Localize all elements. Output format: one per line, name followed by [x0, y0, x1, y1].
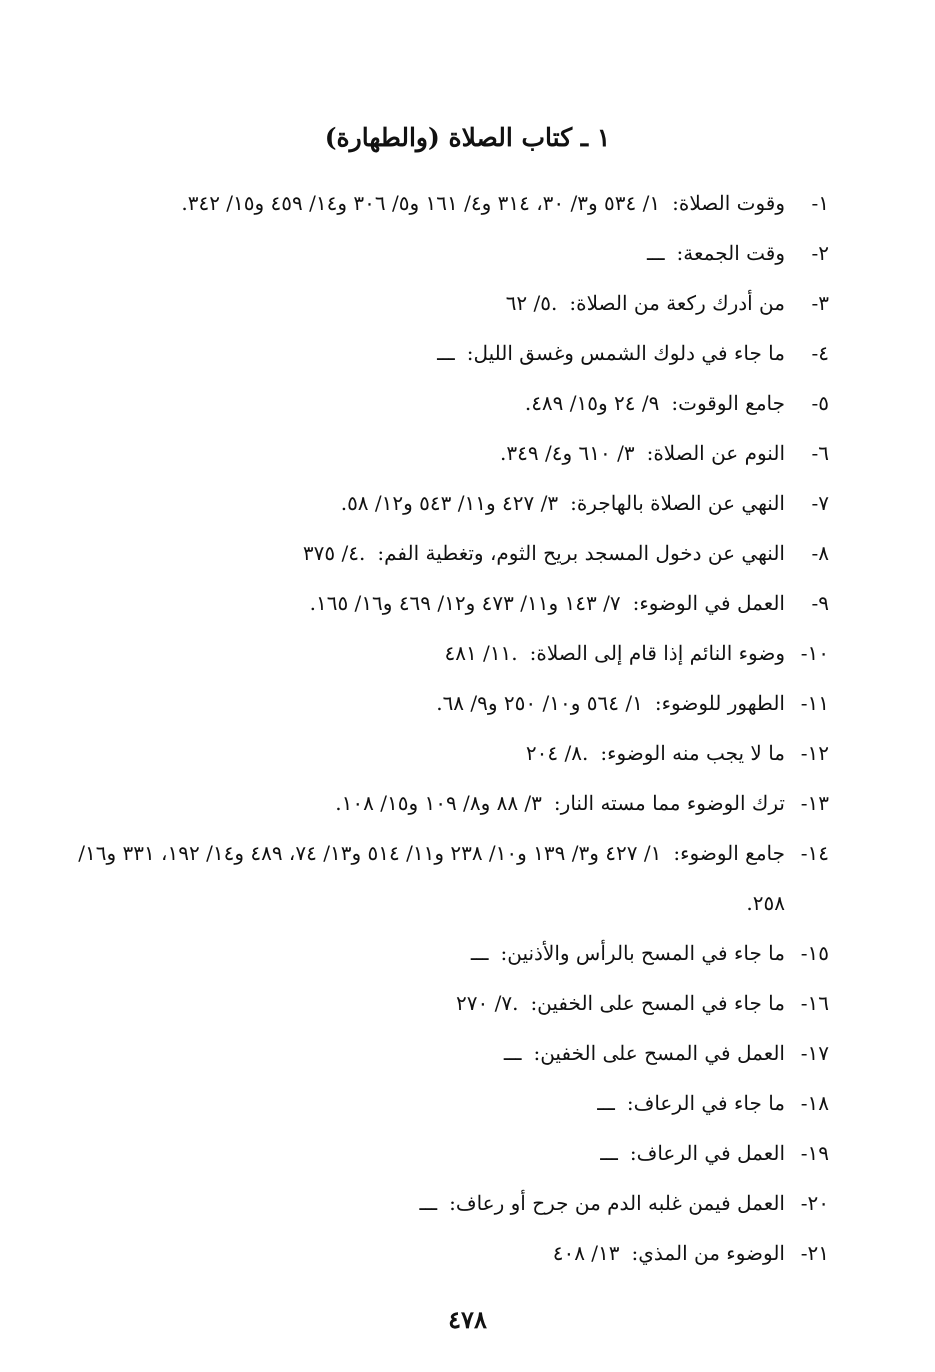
entry-references: ١/ ٤٢٧ و٣/ ١٣٩ و١٠/ ٢٣٨ و١١/ ٥١٤ و١٣/ ٧٤، ٤٨٩ و١٤/ ١٩٢، ٣٣١ و١٦/ ٢٥٨.: [78, 841, 785, 915]
entry-references: ١/ ٥٦٤ و١٠/ ٢٥٠ و٩/ ٦٨.: [436, 691, 643, 715]
index-entry-17: [69, 1028, 829, 1078]
entry-body: [69, 528, 785, 578]
entry-title: ما جاء في الرعاف:: [626, 1091, 785, 1115]
entry-title: الطهور للوضوء:: [654, 691, 785, 715]
entry-body: [69, 628, 785, 678]
index-entry-12: [69, 728, 829, 778]
entry-number: ٢٠-: [800, 1191, 829, 1215]
entry-number: ١-: [811, 191, 829, 215]
index-entry-11: [69, 678, 829, 728]
entry-number: ١٠-: [800, 641, 829, 665]
entry-number: ١٦-: [800, 991, 829, 1015]
entry-title: جامع الوقوت:: [671, 391, 785, 415]
index-entry-4: [69, 328, 829, 378]
entry-number: ١١-: [800, 691, 829, 715]
entry-body: [69, 328, 785, 378]
chapter-heading: ١ ـ كتاب الصلاة (والطهارة): [324, 123, 611, 152]
index-entry-13: [69, 778, 829, 828]
index-entry-19: [69, 1128, 829, 1178]
entry-title: وقوت الصلاة:: [672, 191, 785, 215]
entry-body: [69, 1078, 785, 1128]
entry-references: ١٣/ ٤٠٨: [552, 1241, 620, 1265]
index-entry-21: [69, 1228, 829, 1278]
entry-references: ١/ ٥٣٤ و٣/ ٣٠، ٣١٤ و٤/ ١٦١ و٥/ ٣٠٦ و١٤/ ٤٥٩ و١٥/ ٣٤٢.: [181, 191, 661, 215]
index-entry-3: [69, 278, 829, 328]
entry-references: ١١/ ٤٨١.: [444, 641, 518, 665]
entry-body: [69, 278, 785, 328]
entry-number: ٩-: [811, 591, 829, 615]
entry-number: ١٣-: [800, 791, 829, 815]
entry-body: [69, 428, 785, 478]
index-entry-9: [69, 578, 829, 628]
entry-body: [69, 178, 785, 228]
entry-number: ٥-: [811, 391, 829, 415]
index-entry-15: [69, 928, 829, 978]
entry-number: ٦-: [811, 441, 829, 465]
entry-body: [69, 1128, 785, 1178]
index-entry-5: [69, 378, 829, 428]
entry-body: [69, 378, 785, 428]
index-entry-16: [69, 978, 829, 1028]
entry-references: ـــ: [470, 941, 489, 965]
entry-references: ٨/ ٢٠٤.: [525, 741, 589, 765]
entry-title: العمل في الرعاف:: [629, 1141, 785, 1165]
entry-title: جامع الوضوء:: [673, 841, 785, 865]
entry-body: [69, 1028, 785, 1078]
entry-title: العمل فيمن غلبه الدم من جرح أو رعاف:: [449, 1191, 785, 1215]
index-entry-8: [69, 528, 829, 578]
entry-number: ٧-: [811, 491, 829, 515]
entry-references: ٤/ ٣٧٥.: [302, 541, 366, 565]
entry-title: من أدرك ركعة من الصلاة:: [569, 291, 785, 315]
entry-title: ترك الوضوء مما مسته النار:: [553, 791, 785, 815]
entry-title: ما جاء في المسح على الخفين:: [530, 991, 785, 1015]
index-entry-10: [69, 628, 829, 678]
entry-number: ٢-: [811, 241, 829, 265]
entry-number: ٣-: [811, 291, 829, 315]
page-number: ٤٧٨: [448, 1305, 487, 1334]
entry-references: ـــ: [503, 1041, 522, 1065]
index-entry-18: [69, 1078, 829, 1128]
entry-number: ١٨-: [800, 1091, 829, 1115]
entry-body: [69, 778, 785, 828]
entry-references: ـــ: [600, 1141, 618, 1165]
entry-title: الوضوء من المذي:: [631, 1241, 785, 1265]
entry-references: ٩/ ٢٤ و١٥/ ٤٨٩.: [524, 391, 660, 415]
entry-references: ـــ: [437, 341, 455, 365]
entry-references: ـــ: [597, 1091, 615, 1115]
entry-body: [69, 828, 785, 928]
entry-title: وضوء النائم إذا قام إلى الصلاة:: [529, 641, 785, 665]
entry-title: ما لا يجب منه الوضوء:: [600, 741, 785, 765]
entry-references: ٧/ ٢٧٠.: [455, 991, 519, 1015]
entry-number: ٤-: [811, 341, 829, 365]
entry-body: [69, 728, 785, 778]
entry-references: ٣/ ٨٨ و٨/ ١٠٩ و١٥/ ١٠٨.: [335, 791, 542, 815]
entry-references: ٥/ ٦٢.: [505, 291, 558, 315]
entry-title: ما جاء في دلوك الشمس وغسق الليل:: [466, 341, 785, 365]
entry-number: ١٩-: [800, 1141, 829, 1165]
index-entry-7: [69, 478, 829, 528]
entry-title: النهي عن الصلاة بالهاجرة:: [570, 491, 785, 515]
entry-number: ١٢-: [800, 741, 829, 765]
entry-title: وقت الجمعة:: [676, 241, 785, 265]
entry-body: [69, 1228, 785, 1278]
entry-title: النوم عن الصلاة:: [646, 441, 785, 465]
index-entry-20: [69, 1178, 829, 1228]
entry-body: [69, 228, 785, 278]
entry-references: ـــ: [419, 1191, 438, 1215]
entry-body: [69, 928, 785, 978]
entry-body: [69, 478, 785, 528]
entry-body: [69, 978, 785, 1028]
entry-body: [69, 678, 785, 728]
entry-references: ٣/ ٤٢٧ و١١/ ٥٤٣ و١٢/ ٥٨.: [340, 491, 559, 515]
entry-number: ٨-: [811, 541, 829, 565]
entry-number: ٢١-: [800, 1241, 829, 1265]
entry-references: ٣/ ٦١٠ و٤/ ٣٤٩.: [500, 441, 635, 465]
index-entry-6: [69, 428, 829, 478]
entry-number: ١٧-: [800, 1041, 829, 1065]
entry-number: ١٤-: [800, 841, 829, 865]
entry-body: [69, 578, 785, 628]
index-entry-14: [69, 828, 829, 928]
entry-body: [69, 1178, 785, 1228]
entry-title: العمل في المسح على الخفين:: [533, 1041, 785, 1065]
entry-title: العمل في الوضوء:: [632, 591, 785, 615]
entry-references: ٧/ ١٤٣ و١١/ ٤٧٣ و١٢/ ٤٦٩ و١٦/ ١٦٥.: [309, 591, 621, 615]
index-list: [69, 178, 829, 1278]
entry-title: ما جاء في المسح بالرأس والأذنين:: [500, 941, 785, 965]
entry-title: النهي عن دخول المسجد بريح الثوم، وتغطية الفم:: [377, 541, 785, 565]
entry-references: ـــ: [646, 241, 665, 265]
entry-number: ١٥-: [800, 941, 829, 965]
index-entry-2: [69, 228, 829, 278]
index-entry-1: [69, 178, 829, 228]
